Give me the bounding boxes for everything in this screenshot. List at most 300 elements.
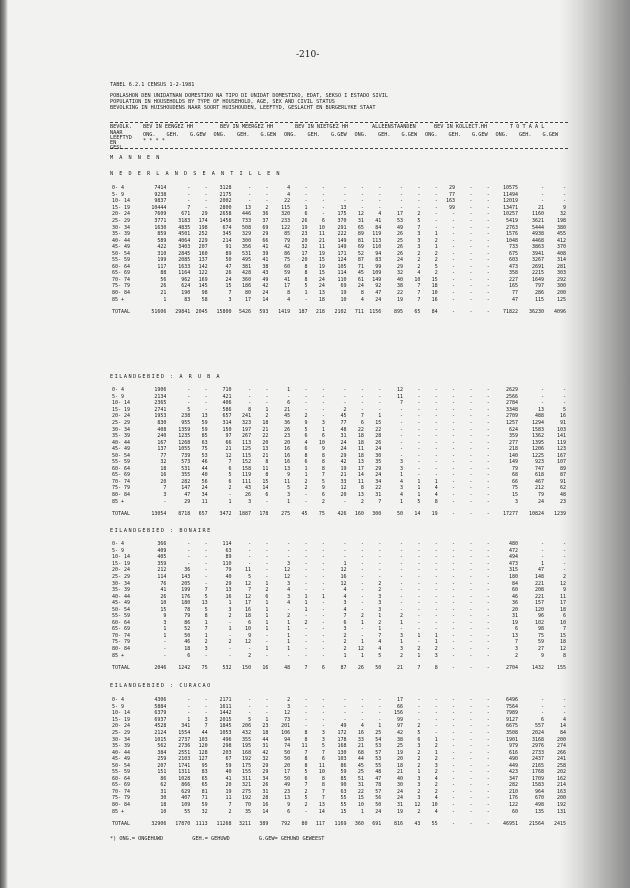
value-cell: - [248, 393, 252, 400]
value-cell: 41 [160, 587, 167, 594]
value-cell: 1 [360, 639, 364, 646]
value-cell: 192 [242, 756, 252, 763]
value-cell: - [265, 191, 269, 198]
value-cell: 1 [287, 646, 291, 653]
page-number: -210- [296, 50, 320, 60]
age-cell: 50- 54 [112, 452, 131, 459]
value-cell: 8 [321, 452, 325, 459]
age-cell: 85 + [112, 652, 125, 659]
value-cell: 1 [434, 749, 438, 756]
value-cell: - [417, 697, 421, 704]
value-cell: - [486, 452, 490, 459]
value-cell: - [434, 387, 438, 394]
value-cell: 16 [245, 606, 252, 613]
value-cell: 8 [265, 459, 269, 466]
value-cell: 24 [340, 439, 347, 446]
value-cell: 4835 [178, 224, 191, 231]
value-cell: - [486, 646, 490, 653]
value-cell: 66 [511, 478, 518, 485]
value-cell: 8 [304, 736, 308, 743]
value-cell: 24 [340, 446, 347, 453]
value-cell: - [469, 802, 473, 809]
value-cell: - [417, 185, 421, 192]
value-cell: 60 [511, 587, 518, 594]
value-cell: 16 [284, 446, 291, 453]
value-cell: 110 [372, 244, 382, 251]
value-cell: 7 [228, 459, 232, 466]
value-cell: 9 [248, 632, 252, 639]
value-cell: 34 [201, 492, 208, 499]
value-cell: - [378, 204, 382, 211]
age-cell: 60- 64 [112, 263, 131, 270]
hdr-row-label-5: GESL. [110, 145, 126, 151]
value-cell: - [321, 567, 325, 574]
value-cell: - [452, 387, 456, 394]
value-cell: 5 [321, 478, 325, 485]
value-cell: - [204, 393, 208, 400]
value-cell: - [417, 619, 421, 626]
value-cell: 7 [417, 665, 421, 672]
value-cell: - [399, 439, 403, 446]
value-cell: 71 [201, 795, 208, 802]
value-cell: - [452, 433, 456, 440]
value-cell: 32906 [151, 821, 167, 828]
value-cell: - [304, 560, 308, 567]
value-cell: - [434, 204, 438, 211]
value-cell: 88 [160, 270, 167, 277]
value-cell: - [228, 619, 232, 626]
value-cell: 123 [556, 446, 566, 453]
value-cell: - [321, 211, 325, 218]
value-cell: - [417, 626, 421, 633]
value-cell: - [486, 498, 490, 505]
value-cell: 274 [556, 743, 566, 750]
value-cell: 31 [262, 788, 269, 795]
value-cell: 797 [535, 283, 545, 290]
value-cell: 1 [163, 632, 167, 639]
value-cell: - [399, 426, 403, 433]
value-cell: 531 [181, 465, 191, 472]
value-cell: - [434, 723, 438, 730]
value-cell: 1 [343, 560, 347, 567]
value-cell: - [321, 560, 325, 567]
value-cell: 4 [343, 606, 347, 613]
value-cell: - [417, 472, 421, 479]
value-cell: - [417, 413, 421, 420]
value-cell: 114 [337, 270, 347, 277]
value-cell: 3183 [178, 218, 191, 224]
value-cell: 792 [281, 821, 291, 828]
value-cell: 9 [321, 485, 325, 492]
value-cell: - [486, 185, 490, 192]
value-cell: 3 [378, 593, 382, 600]
value-cell: 59 [201, 420, 208, 426]
value-cell: 79 [511, 465, 518, 472]
value-cell: - [399, 574, 403, 580]
value-cell: - [562, 547, 566, 554]
value-cell: 2 [417, 762, 421, 769]
value-cell: - [541, 554, 545, 561]
value-cell: 29 [449, 185, 456, 192]
value-cell: 114 [222, 541, 232, 548]
hdr-group-eengez: BEV IN EENGEZ HH [143, 124, 193, 130]
value-cell: 1 [265, 406, 269, 413]
value-cell: 6675 [505, 723, 518, 730]
value-cell: 3 [514, 646, 518, 653]
value-cell: 2 [417, 756, 421, 763]
value-cell: 1 [187, 716, 191, 723]
value-cell: 624 [508, 426, 518, 433]
hdr-subcol: ONG. [425, 132, 438, 138]
value-cell: 412 [556, 237, 566, 244]
value-cell: - [486, 270, 490, 277]
value-cell: - [469, 762, 473, 769]
value-cell: 42 [262, 283, 269, 290]
value-cell: 2800 [219, 204, 232, 211]
value-cell: 33 [340, 478, 347, 485]
value-cell: - [486, 465, 490, 472]
value-cell: 21 [160, 290, 167, 297]
value-cell: 53 [201, 452, 208, 459]
value-cell: 10 [245, 626, 252, 633]
value-cell: 7 [321, 795, 325, 802]
value-cell: 69 [357, 244, 364, 251]
value-cell: 24 [538, 498, 545, 505]
value-cell: - [417, 465, 421, 472]
value-cell: 359 [508, 433, 518, 440]
value-cell: - [360, 547, 364, 554]
value-cell: 267 [242, 433, 252, 440]
value-cell: 117 [315, 821, 325, 828]
value-cell: 91 [559, 420, 566, 426]
value-cell: 84 [431, 309, 438, 316]
hdr-subcol: GEH. [307, 132, 320, 138]
value-cell: - [417, 446, 421, 453]
value-cell: 103 [337, 756, 347, 763]
value-cell: 830 [157, 420, 167, 426]
value-cell: - [378, 574, 382, 580]
value-cell: 1 [287, 387, 291, 394]
value-cell: - [321, 710, 325, 717]
value-cell: - [469, 218, 473, 224]
value-cell: 7 [399, 400, 403, 407]
value-cell: - [486, 198, 490, 205]
value-cell: - [486, 296, 490, 303]
value-cell: - [360, 204, 364, 211]
value-cell: 9 [321, 446, 325, 453]
value-cell: 14 [559, 723, 566, 730]
value-cell: - [562, 198, 566, 205]
value-cell: 6 [248, 619, 252, 626]
value-cell: 8 [248, 406, 252, 413]
value-cell: 1 [378, 723, 382, 730]
value-cell: 408 [556, 250, 566, 257]
value-cell: 2 [434, 769, 438, 776]
hdr-group-alleen: ALLEENSTAANDEN [372, 124, 416, 130]
value-cell: - [452, 710, 456, 717]
value-cell: - [469, 697, 473, 704]
value-cell: - [469, 446, 473, 453]
value-cell: 8 [360, 485, 364, 492]
value-cell: 3621 [532, 218, 545, 224]
value-cell: - [469, 639, 473, 646]
value-cell: 31 [396, 802, 403, 809]
value-cell: 26 [396, 250, 403, 257]
value-cell: 19 [396, 749, 403, 756]
value-cell: - [486, 211, 490, 218]
value-cell: 40 [225, 769, 232, 776]
hdr-subcol: GEH. [237, 132, 250, 138]
value-cell: 370 [556, 244, 566, 251]
value-cell: 6 [321, 433, 325, 440]
value-cell: 1 [434, 244, 438, 251]
scan-shadow-left [0, 0, 8, 888]
value-cell: - [378, 703, 382, 710]
value-cell: 6 [287, 808, 291, 815]
value-cell: - [304, 554, 308, 561]
value-cell: 3863 [532, 244, 545, 251]
value-cell: 32 [201, 808, 208, 815]
value-cell: 9 [562, 204, 566, 211]
value-cell: 22 [357, 788, 364, 795]
value-cell: 2 [304, 485, 308, 492]
value-cell: 79 [184, 613, 191, 620]
value-cell: 32 [559, 211, 566, 218]
value-cell: 3 [417, 795, 421, 802]
value-cell: - [452, 574, 456, 580]
value-cell: 20 [262, 439, 269, 446]
value-cell: - [452, 619, 456, 626]
value-cell: - [469, 541, 473, 548]
value-cell: - [417, 574, 421, 580]
value-cell: 17870 [175, 821, 191, 828]
value-cell: 15 [431, 276, 438, 283]
value-cell: 18 [559, 639, 566, 646]
value-cell: - [452, 459, 456, 466]
value-cell: 2085 [178, 257, 191, 264]
value-cell: - [486, 387, 490, 394]
value-cell: 21 [357, 743, 364, 750]
age-cell: 40- 44 [112, 439, 131, 446]
value-cell: - [469, 547, 473, 554]
value-cell: 1 [265, 606, 269, 613]
value-cell: - [434, 420, 438, 426]
value-cell: 1 [399, 498, 403, 505]
value-cell: 115 [281, 204, 291, 211]
value-cell: - [287, 652, 291, 659]
value-cell: 143 [181, 574, 191, 580]
value-cell: 1 [265, 716, 269, 723]
value-cell: 12 [245, 639, 252, 646]
value-cell: 2175 [219, 191, 232, 198]
value-cell: 1611 [219, 703, 232, 710]
value-cell: - [399, 452, 403, 459]
value-cell: 44 [201, 465, 208, 472]
value-cell: 15 [375, 420, 382, 426]
value-cell: - [562, 697, 566, 704]
value-cell: - [265, 498, 269, 505]
value-cell: 2 [417, 250, 421, 257]
value-cell: 8 [304, 730, 308, 736]
value-cell: 2103 [178, 756, 191, 763]
value-cell: - [434, 433, 438, 440]
value-cell: 44 [201, 730, 208, 736]
value-cell: 4 [434, 492, 438, 499]
value-cell: 71822 [502, 309, 518, 316]
value-cell: 67 [225, 756, 232, 763]
age-cell: 65- 69 [112, 472, 131, 479]
value-cell: - [321, 185, 325, 192]
value-cell: - [304, 639, 308, 646]
value-cell: 9837 [154, 198, 167, 205]
value-cell: 18 [262, 420, 269, 426]
value-cell: - [469, 775, 473, 782]
value-cell: 120 [198, 743, 208, 750]
value-cell: 19 [511, 619, 518, 626]
value-cell: 490 [508, 756, 518, 763]
value-cell: - [265, 574, 269, 580]
value-cell: 178 [337, 736, 347, 743]
age-cell: 45- 49 [112, 756, 131, 763]
value-cell: 2 [434, 788, 438, 795]
value-cell: 75 [201, 665, 208, 672]
value-cell: - [486, 420, 490, 426]
value-cell: 22 [396, 290, 403, 297]
value-cell: - [343, 387, 347, 394]
value-cell: 55 [431, 821, 438, 828]
value-cell: 50 [225, 257, 232, 264]
value-cell: 2171 [219, 697, 232, 704]
value-cell: 212 [535, 485, 545, 492]
age-cell: 40- 44 [112, 749, 131, 756]
value-cell: - [486, 218, 490, 224]
value-cell: - [378, 560, 382, 567]
value-cell: 11 [357, 446, 364, 453]
value-cell: - [452, 613, 456, 620]
value-cell: - [360, 554, 364, 561]
value-cell: 7414 [154, 185, 167, 192]
value-cell: 95 [201, 762, 208, 769]
value-cell: - [360, 406, 364, 413]
value-cell: 2784 [505, 400, 518, 407]
value-cell: - [248, 710, 252, 717]
value-cell: - [486, 511, 490, 518]
value-cell: 7 [417, 296, 421, 303]
value-cell: 2 [378, 580, 382, 587]
value-cell: 4 [287, 600, 291, 607]
age-cell: TOTAAL [112, 309, 131, 316]
value-cell: - [163, 498, 167, 505]
value-cell: - [452, 237, 456, 244]
value-cell: 7564 [505, 703, 518, 710]
value-cell: - [486, 580, 490, 587]
value-cell: 252 [198, 231, 208, 238]
value-cell: - [343, 703, 347, 710]
value-cell: 45 [357, 762, 364, 769]
value-cell: 50 [184, 632, 191, 639]
value-cell: - [360, 697, 364, 704]
value-cell: - [360, 593, 364, 600]
value-cell: 109 [372, 270, 382, 277]
value-cell: - [321, 580, 325, 587]
value-cell: 12 [559, 580, 566, 587]
value-cell: 3 [399, 459, 403, 466]
value-cell: 315 [508, 567, 518, 574]
value-cell: - [486, 406, 490, 413]
value-cell: 8 [321, 459, 325, 466]
value-cell: - [434, 567, 438, 574]
value-cell: 24 [375, 808, 382, 815]
value-cell: 1 [434, 231, 438, 238]
value-cell: - [399, 191, 403, 198]
value-cell: 81 [357, 237, 364, 244]
value-cell: 2124 [154, 730, 167, 736]
value-cell: 586 [222, 406, 232, 413]
value-cell: 5444 [532, 224, 545, 231]
value-cell: 55 [340, 795, 347, 802]
value-cell: - [360, 703, 364, 710]
value-cell: - [343, 498, 347, 505]
value-cell: - [486, 736, 490, 743]
hdr-subcol: GEH. [448, 132, 461, 138]
value-cell: 8 [304, 263, 308, 270]
value-cell: 4501 [178, 231, 191, 238]
value-cell: - [562, 703, 566, 710]
value-cell: 4 [434, 775, 438, 782]
value-cell: 49 [262, 276, 269, 283]
value-cell: 2 [343, 632, 347, 639]
value-cell: - [452, 743, 456, 750]
value-cell: - [204, 541, 208, 548]
value-cell: - [452, 439, 456, 446]
value-cell: 16 [160, 472, 167, 479]
value-cell: 150 [242, 665, 252, 672]
value-cell: - [452, 730, 456, 736]
value-cell: 4 [287, 296, 291, 303]
value-cell: 37 [262, 218, 269, 224]
age-cell: 30- 34 [112, 580, 131, 587]
value-cell: - [321, 387, 325, 394]
value-cell: 3128 [219, 185, 232, 192]
value-cell: 2551 [178, 749, 191, 756]
value-cell: 2 [417, 646, 421, 653]
value-cell: 2 [399, 652, 403, 659]
value-cell: 207 [198, 244, 208, 251]
value-cell: - [434, 406, 438, 413]
value-cell: - [469, 263, 473, 270]
value-cell: 16 [357, 730, 364, 736]
value-cell: 59 [201, 426, 208, 433]
value-cell: 36 [262, 211, 269, 218]
value-cell: - [399, 547, 403, 554]
value-cell: 2102 [334, 309, 347, 316]
value-cell: 18 [245, 613, 252, 620]
value-cell: - [343, 541, 347, 548]
value-cell: 3 [321, 730, 325, 736]
value-cell: - [469, 821, 473, 828]
age-cell: 30- 34 [112, 426, 131, 433]
value-cell: 1206 [532, 446, 545, 453]
value-cell: 26 [284, 426, 291, 433]
value-cell: - [469, 472, 473, 479]
value-cell: - [469, 400, 473, 407]
value-cell: - [469, 204, 473, 211]
value-cell: 10 [559, 619, 566, 626]
value-cell: - [248, 541, 252, 548]
value-cell: 61 [357, 276, 364, 283]
value-cell: 8 [360, 290, 364, 297]
value-cell: 103 [556, 426, 566, 433]
